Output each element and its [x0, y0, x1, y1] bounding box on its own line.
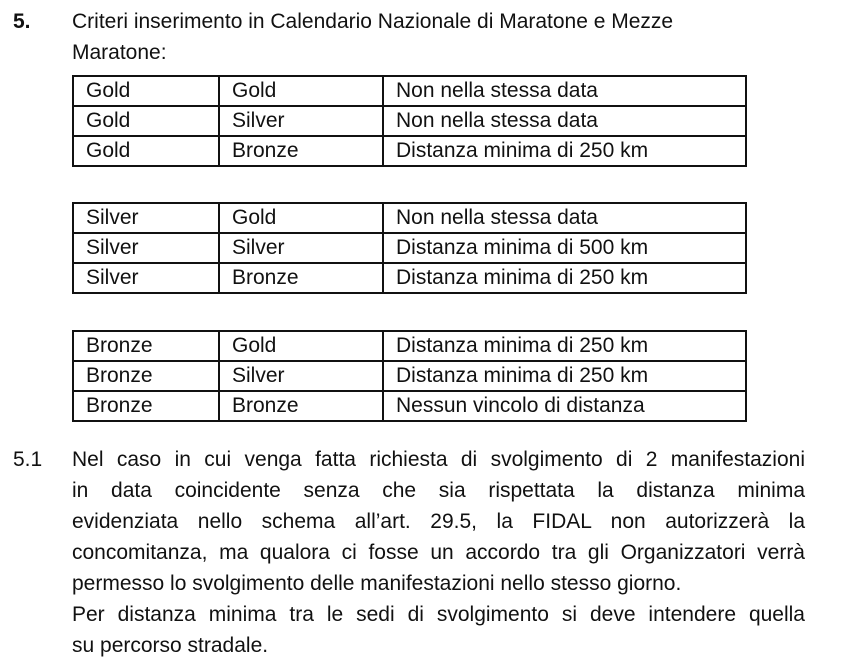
table-row	[73, 361, 746, 391]
table-row	[73, 331, 746, 361]
table-cell: Bronze	[219, 263, 383, 293]
table-cell: Distanza minima di 250 km	[383, 136, 746, 166]
table-cell: Bronze	[219, 391, 383, 421]
table-cell: Silver	[219, 361, 383, 391]
table-row	[73, 391, 746, 421]
paragraph-line: in data coincidente senza che sia rispettata la distanza minima	[72, 479, 805, 502]
paragraph-line: concomitanza, ma qualora ci fosse un accordo tra gli Organizzatori verrà	[72, 541, 805, 564]
paragraph-line: permesso lo svolgimento delle manifestazioni nello stesso giorno.	[72, 572, 682, 595]
table-cell: Silver	[73, 203, 219, 233]
table-cell: Gold	[73, 106, 219, 136]
table-cell: Bronze	[73, 361, 219, 391]
paragraph-line: Per distanza minima tra le sedi di svolgimento si deve intendere quella	[72, 603, 805, 626]
table-row	[73, 203, 746, 233]
table-cell: Nessun vincolo di distanza	[383, 391, 746, 421]
table-cell: Bronze	[73, 391, 219, 421]
section-heading-line: Criteri inserimento in Calendario Nazionale di Maratone e Mezze	[72, 10, 674, 33]
table-cell: Distanza minima di 250 km	[383, 361, 746, 391]
criteria-table-silver	[72, 202, 747, 294]
table-cell: Bronze	[219, 136, 383, 166]
criteria-table-gold	[72, 75, 747, 167]
section-number: 5.	[13, 10, 31, 33]
criteria-table-bronze	[72, 330, 747, 422]
table-cell: Non nella stessa data	[383, 203, 746, 233]
table-cell: Gold	[73, 76, 219, 106]
table-cell: Distanza minima di 250 km	[383, 263, 746, 293]
table-cell: Silver	[219, 106, 383, 136]
table-cell: Non nella stessa data	[383, 106, 746, 136]
table-row	[73, 263, 746, 293]
section-heading-line: Maratone:	[72, 41, 167, 64]
table-row	[73, 76, 746, 106]
table-row	[73, 233, 746, 263]
table-cell: Silver	[219, 233, 383, 263]
paragraph-line: Nel caso in cui venga fatta richiesta di svolgimento di 2 manifestazioni	[72, 448, 805, 471]
table-cell: Distanza minima di 500 km	[383, 233, 746, 263]
table-cell: Gold	[219, 203, 383, 233]
table-cell: Gold	[219, 76, 383, 106]
section-heading	[72, 6, 792, 68]
table-cell: Bronze	[73, 331, 219, 361]
table-row	[73, 106, 746, 136]
table-cell: Non nella stessa data	[383, 76, 746, 106]
subsection-paragraph	[72, 444, 805, 661]
table-cell: Silver	[73, 233, 219, 263]
table-row	[73, 136, 746, 166]
table-cell: Gold	[73, 136, 219, 166]
paragraph-line: evidenziata nello schema all’art. 29.5, la FIDAL non autorizzerà la	[72, 510, 805, 533]
table-cell: Distanza minima di 250 km	[383, 331, 746, 361]
paragraph-line: su percorso stradale.	[72, 634, 269, 657]
table-cell: Silver	[73, 263, 219, 293]
subsection-number: 5.1	[13, 448, 43, 471]
table-cell: Gold	[219, 331, 383, 361]
